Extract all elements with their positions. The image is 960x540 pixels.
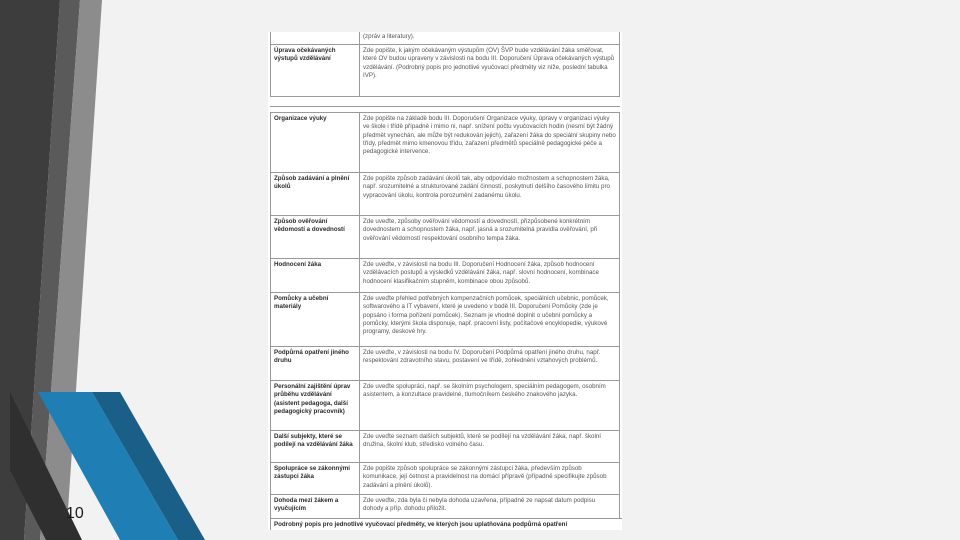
row-text: Zde popište způsob zadávání úkolů tak, aby odpovídalo možnostem a schopnostem žáka, např. srozumitelné a strukturované zadání činností, poskytnutí delšího časového limitu pro vypracování úkolu, kontrola porozumění zadanému úkolu. <box>360 173 620 216</box>
table-row <box>271 216 620 259</box>
table-row <box>271 347 620 381</box>
row-label: Personální zajištění úprav průběhu vzdělávání (asistent pedagoga, další pedagogický pracovník) <box>271 381 360 431</box>
row-text: Zde popište způsob spolupráce se zákonnými zástupci žáka, především způsob komunikace, její četnost a pravidelnost na domácí přípravě (případně specifikujte způsob zadávání a plnění úkolů). <box>360 463 620 495</box>
form-table-top <box>270 32 620 97</box>
row-text: (zpráv a literatury). <box>360 32 620 45</box>
row-text: Zde uveďte, zda byla či nebyla dohoda uzavřena, případně ze napsat datum podpisu dohody a příp. dohodu přiložit. <box>360 495 620 519</box>
table-row <box>271 173 620 216</box>
row-text: Zde uveďte, v závislosti na bodu IV. Doporučení Podpůrná opatření jiného druhu, např. respektování zdravotního stavu, postavení ve třídě, zohlednění vztahových problémů. <box>360 347 620 381</box>
row-label: Způsob zadávání a plnění úkolů <box>271 173 360 216</box>
table-row <box>271 495 620 519</box>
table-row <box>271 32 620 45</box>
row-label: Způsob ověřování vědomostí a dovedností <box>271 216 360 259</box>
document-image <box>268 32 622 530</box>
row-label <box>271 32 360 45</box>
row-text: Zde popište, k jakým očekávaným výstupům (OV) ŠVP bude vzdělávání žáka směřovat, které OV budou upraveny v závislosti na bodu III. Doporučení Úprava očekávaných výstupů vzdělávání. (Podrobný popis pro jednotlivé vyučovací předměty viz níže, poslední tabulka IVP). <box>360 45 620 97</box>
row-label: Úprava očekávaných výstupů vzdělávání <box>271 45 360 97</box>
slide-number: 10 <box>66 505 84 522</box>
row-text: Zde uveďte, způsoby ověřování vědomostí a dovedností, přizpůsobené konkrétním dovednostem a schopnostem žáka, např. jasná a srozumitelná pravidla ověřování, při ověřování vědomostí respektování osobního tempa žáka. <box>360 216 620 259</box>
table-row <box>271 381 620 431</box>
table-row <box>271 259 620 293</box>
divider <box>270 106 620 107</box>
table-row <box>271 45 620 97</box>
next-section-heading: Podrobný popis pro jednotlivé vyučovací předměty, ve kterých jsou uplatňována podpůrná opatření <box>270 518 622 530</box>
row-label: Hodnocení žáka <box>271 259 360 293</box>
form-table-main <box>270 112 620 519</box>
table-row <box>271 293 620 347</box>
row-label: Další subjekty, které se podílejí na vzdělávání žáka <box>271 431 360 463</box>
row-text: Zde popište na základě bodu III. Doporučení Organizace výuky, úpravy v organizaci výuky ve škole i třídě případně i mimo ni, např. snížení počtu vyučovacích hodin (nesmí být žádný předmět vynechán, ale může být redukován jejich), zařazení žáka do speciální skupiny nebo třídy, předmět mimo kmenovou třídu, zařazení předmětů speciálně pedagogické péče a pedagogické intervence. <box>360 113 620 173</box>
table-row <box>271 113 620 173</box>
row-label: Pomůcky a učební materiály <box>271 293 360 347</box>
row-label: Podpůrná opatření jiného druhu <box>271 347 360 381</box>
table-row <box>271 463 620 495</box>
row-text: Zde uveďte, v závislosti na bodu III. Doporučení Hodnocení žáka, způsob hodnocení vzdělávacích postupů a výsledků vzdělávání žáka, např. slovní hodnocení, kombinace hodnocení klasifikačním stupněm, kombinace obou způsobů. <box>360 259 620 293</box>
table-row <box>271 431 620 463</box>
row-label: Organizace výuky <box>271 113 360 173</box>
row-text: Zde uveďte seznam dalších subjektů, které se podílejí na vzdělávání žáka, např. školní družina, školní klub, středisko volného času. <box>360 431 620 463</box>
row-text: Zde uveďte spolupráci, např. se školním psychologem, speciálním pedagogem, osobním asistentem, a konzultace pravidelné, tlumočníkem českého znakového jazyka. <box>360 381 620 431</box>
row-text: Zde uveďte přehled potřebných kompenzačních pomůcek, speciálních učebnic, pomůcek, softwarového a IT vybavení, které je uvedeno v bodě III. Doporučení Pomůcky (zde je popsáno i forma pořízení pomůcek). Seznam je vhodné doplnit o učební pomůcky a pomůcky, kterými škola disponuje, např. pracovní listy, počítačové encyklopedie, výukové programy, deskové hry. <box>360 293 620 347</box>
row-label: Dohoda mezi žákem a vyučujícím <box>271 495 360 519</box>
row-label: Spolupráce se zákonnými zástupci žáka <box>271 463 360 495</box>
